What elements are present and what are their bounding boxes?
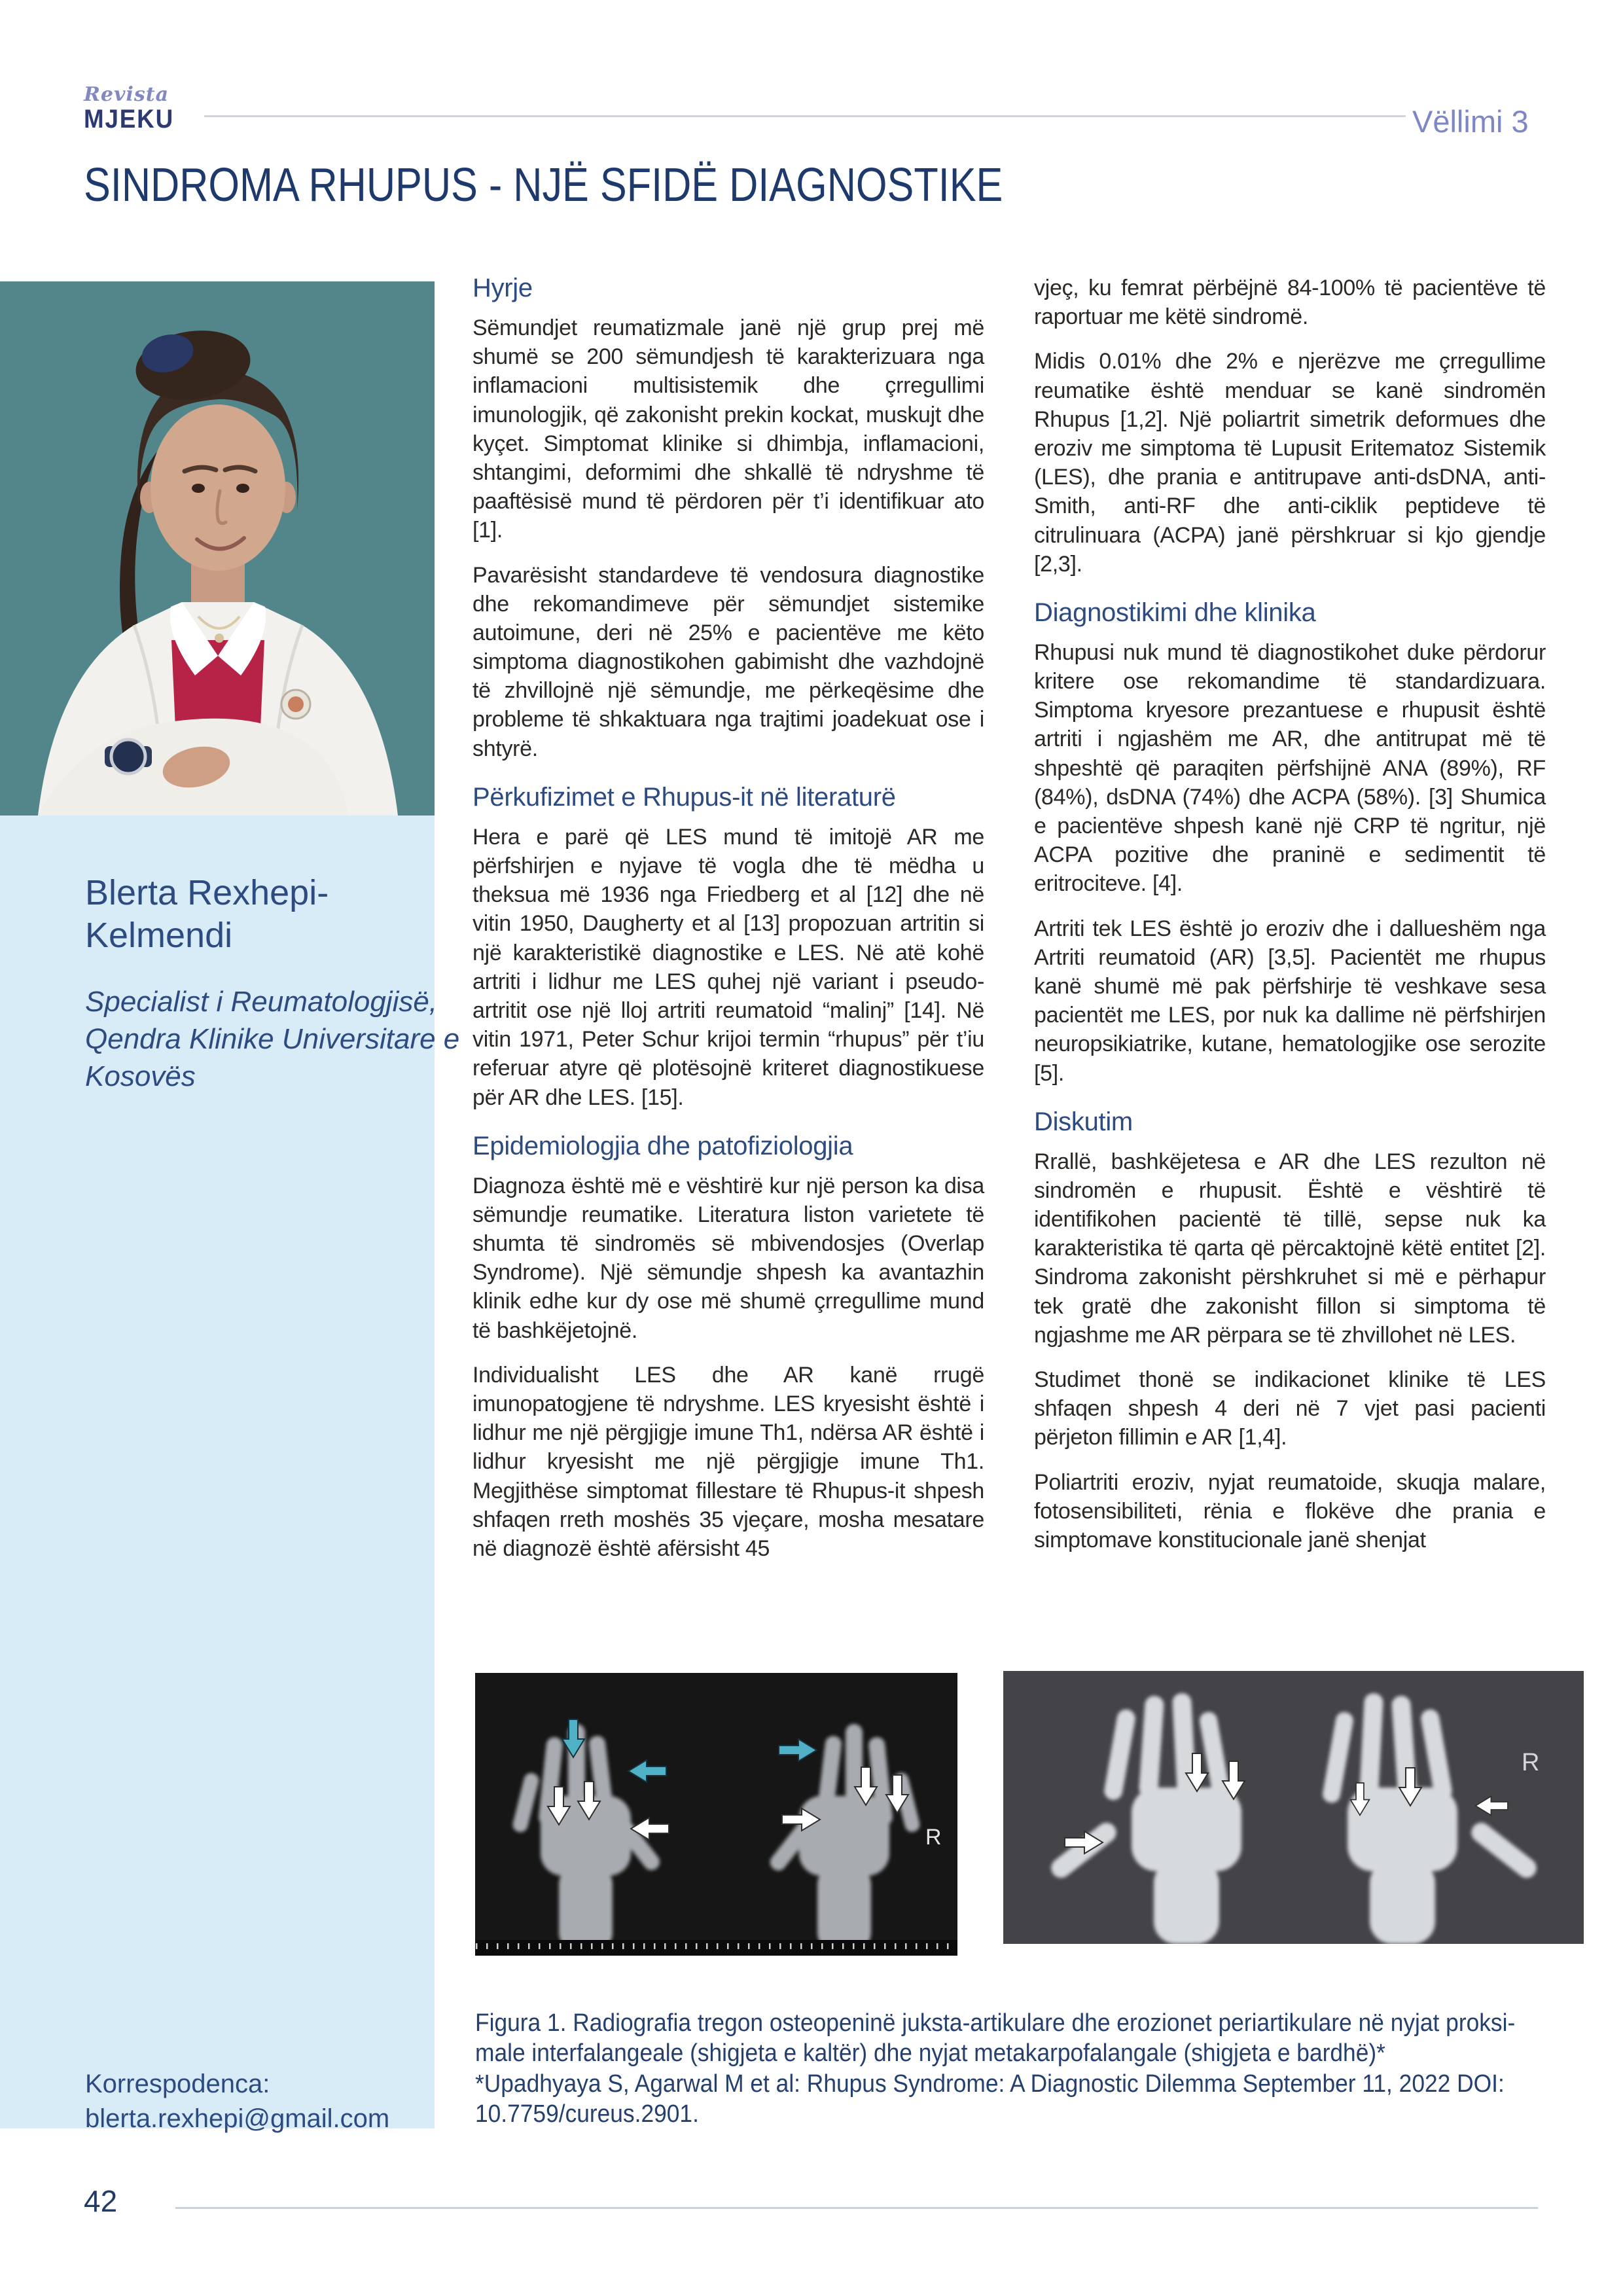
xray-image-right xyxy=(1003,1671,1584,1944)
figure-caption-line: male interfalangeale (shigjeta e kaltër) dhe nyjat metakarpofalangale (shigjeta e bardhë)* xyxy=(475,2039,1385,2068)
correspondence-label: Korrespodenca: xyxy=(85,2070,270,2098)
correspondence-block xyxy=(85,2067,389,2136)
body-paragraph: vjeç, ku femrat përbëjnë 84-100% të pacientëve të raportuar me këtë sindromë. xyxy=(1034,276,1546,330)
section-heading: Përkufizimet e Rhupus-it në literaturë xyxy=(473,782,896,812)
body-paragraph: Hera e parë që LES mund të imitojë AR me përfshirjen e nyjave të vogla dhe të mëdha u theksua më 1936 nga Friedberg et al [12] dhe në vitin 1950, Daugherty et al [13] propozuan artritin si një karakteristikë diagnostike e LES. Në atë kohë artriti i lidhur me LES quhej një variant i pseudo-artritit ose një lloj artriti reumatoid “malinj” [14]. Në vitin 1971, Peter Schur krijoi termin “rhupus” për t’iu referuar atyre që plotësojnë kriteret diagnostikuese për AR dhe LES. [15]. xyxy=(473,824,984,1110)
xray-right-marker: R xyxy=(925,1825,942,1850)
figure-caption-line: Figura 1. Radiografia tregon osteopeninë juksta-artikulare dhe erozionet periartikulare në nyjat proksi- xyxy=(475,2009,1516,2037)
body-paragraph: Pavarësisht standardeve të vendosura diagnostike dhe rekomandimeve për sëmundjet sistemike autoimune, deri në 25% e pacientëve me këto simptoma diagnostikohen gabimisht dhe vazhdojnë të zhvillojnë një sëmundje, me përkeqësime dhe probleme të shkaktuara nga trajtimi joadekuat ose i shtyrë. xyxy=(473,562,984,761)
figure-caption-line: 10.7759/cureus.2901. xyxy=(475,2100,699,2128)
xray-right-illustration xyxy=(1003,1671,1584,1944)
journal-logo xyxy=(84,85,182,132)
section-heading: Hyrje xyxy=(473,274,533,302)
body-paragraph: Rrallë, bashkëjetesa e AR dhe LES rezulton në sindromën e rhupusit. Është e vështirë të identifikohen pacientë të tillë, sepse nuk ka karakteristika të qarta që përcaktojnë këtë entitet [2]. Sindroma zakonisht përshkruhet si më e përhapur tek gratë dhe zakonisht fillon si simptoma të ngjashme me AR përpara se të zhvillohet në LES. xyxy=(1034,1149,1546,1348)
author-name-line: Kelmendi xyxy=(85,915,233,955)
author-role-line: Kosovës xyxy=(85,1060,196,1093)
volume-label: Vëllimi 3 xyxy=(1412,104,1529,139)
xray-right-marker: R xyxy=(1522,1749,1540,1776)
header-divider xyxy=(204,115,1406,117)
article-title: SINDROMA RHUPUS - NJË SFIDË DIAGNOSTIKE xyxy=(84,159,1003,211)
author-name-line: Blerta Rexhepi- xyxy=(85,873,329,912)
body-paragraph: Studimet thonë se indikacionet klinike të LES shfaqen shpesh 4 deri në 7 vjet pasi pacienti përjeton fillimin e AR [1,4]. xyxy=(1034,1367,1546,1450)
correspondence-email: blerta.rexhepi@gmail.com xyxy=(85,2104,390,2134)
body-paragraph: Midis 0.01% dhe 2% e njerëzve me çrregullime reumatike është menduar se kanë sindromën Rhupus [1,2]. Një poliartrit simetrik deformues dhe eroziv me simptoma të Lupusit Eritematoz Sistemik (LES), dhe prania e antitrupave anti-dsDNA, anti-Smith, anti-RF dhe anti-ciklik peptideve të citrulinuara (ACPA) janë përshkruar si kjo gjendje [2,3]. xyxy=(1034,349,1546,577)
author-portrait-illustration xyxy=(0,281,435,816)
journal-logo-revista: Revista xyxy=(84,83,169,106)
journal-logo-mjeku: MJEKU xyxy=(84,105,175,134)
xray-left-illustration xyxy=(475,1673,957,1956)
footer-divider xyxy=(175,2207,1538,2209)
author-role-line: Specialist i Reumatologjisë, xyxy=(85,986,438,1018)
xray-ruler-strip xyxy=(475,1940,957,1956)
body-paragraph: Individualisht LES dhe AR kanë rrugë imunopatogjene të ndryshme. LES kryesisht është i lidhur me një përgjigje imune Th1, ndërsa AR është i lidhur kryesisht me një përgjigje imune Th1. Megjithëse simptomat fillestare të Rhupus-it shpesh shfaqen rreth moshës 35 vjeçare, mosha mesatare në diagnozë është afërsisht 45 xyxy=(473,1362,984,1561)
xray-image-left xyxy=(475,1673,957,1956)
page-number: 42 xyxy=(84,2184,118,2218)
body-paragraph: Diagnoza është më e vështirë kur një person ka disa sëmundje reumatike. Literatura liston varietete të shumta të sindromës së mbivendosjes (Overlap Syndrome). Një sëmundje shpesh ka avantazhin klinik edhe kur dy ose më shumë çrregullime mund të bashkëjetojnë. xyxy=(473,1173,984,1343)
section-heading: Diagnostikimi dhe klinika xyxy=(1034,598,1316,627)
author-photo xyxy=(0,281,435,816)
figure-caption-line: *Upadhyaya S, Agarwal M et al: Rhupus Syndrome: A Diagnostic Dilemma September 11, 2022 DOI: xyxy=(475,2070,1505,2098)
author-name xyxy=(85,872,329,957)
body-paragraph: Poliartriti eroziv, nyjat reumatoide, skuqja malare, fotosensibiliteti, rënia e flokëve dhe prania e simptomave konstitucionale janë shenjat xyxy=(1034,1469,1546,1552)
author-role xyxy=(85,983,459,1096)
author-role-line: Qendra Klinike Universitare e xyxy=(85,1023,460,1056)
body-paragraph: Artriti tek LES është jo eroziv dhe i dallueshëm nga Artriti reumatoid (AR) [3,5]. Pacientët me rhupus kanë shumë më pak përfshirje të veshkave sesa pacientët me LES, por nuk ka dallime në përfshirjen neuropsikiatrike, kutane, hematologjike ose serozite [5]. xyxy=(1034,916,1546,1086)
body-paragraph: Sëmundjet reumatizmale janë një grup prej më shumë se 200 sëmundjesh të karakterizuara nga inflamacioni multisistemik dhe çrregullimi imunologjik, që zakonisht prekin kockat, muskujt dhe kyçet. Simptomat klinike si dhimbja, inflamacioni, shtangimi, deformimi dhe shkallë të ndryshme të paaftësisë mund të përdoren për t’i identifikuar ato [1]. xyxy=(473,315,984,543)
text-column-left xyxy=(473,274,984,1579)
body-paragraph: Rhupusi nuk mund të diagnostikohet duke përdorur kritere ose rekomandime të standardizuara. Simptoma kryesore prezantuese e rhupusit është artriti i ngjashëm me AR, dhe antitrupat më të shpeshtë që paraqiten përfshijnë ANA (89%), RF (84%), dsDNA (74%) dhe ACPA (58%). [3] Shumica e pacientëve shpesh kanë një CRP të ngritur, një ACPA pozitive dhe praninë e sedimentit të eritrociteve. [4]. xyxy=(1034,639,1546,897)
section-heading: Diskutim xyxy=(1034,1107,1133,1136)
text-column-right xyxy=(1034,274,1546,1570)
section-heading: Epidemiologjia dhe patofiziologjia xyxy=(473,1131,853,1160)
figure-caption xyxy=(475,2008,1577,2129)
